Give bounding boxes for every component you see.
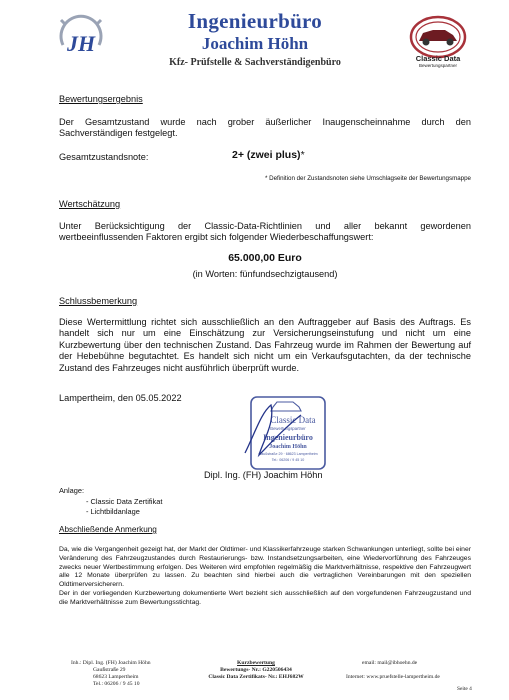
signatory-name: Dipl. Ing. (FH) Joachim Höhn [204,470,323,480]
place-and-date: Lampertheim, den 05.05.2022 [59,393,182,403]
footer-email[interactable]: email: mail@ibhoehn.de [362,660,418,666]
section-heading-schlussbemerkung: Schlussbemerkung [59,296,138,306]
footer-report-number: Bewertungs- Nr.: G220506434 [220,667,292,673]
section-text-anmerkung-1: Da, wie die Vergangenheit gezeigt hat, der Markt der Oldtimer- und Klassikerfahrzeuge starken Schwankungen unterliegt, sollte bei einer Veränderung des Fahrzeugzustandes durch Restaurierungs- bzw. Instandsetzungsarbeiten, eine Wiedervorführung des Fahrzeuges zwecks neuer Wertbestimmung erfolgen. Des Weiteren wird empfohlen regelmäßig die Marktverhältnisse, respektive den Fahrzeugwert alle 12 Monate überprüfen zu lassen. Zu beachten sind hierbei auch die vertraglichen Vereinbarungen mit den speziellen Oldtimerversicherern. [59,546,471,589]
grade-footnote: * Definition der Zustandsnoten siehe Umschlagseite der Bewertungsmappe [264,175,471,182]
company-subtitle: Kfz- Prüfstelle & Sachverständigenbüro [169,57,341,68]
svg-text:Gaußstraße 29 · 68623 Lamperth: Gaußstraße 29 · 68623 Lampertheim [258,452,318,456]
grade-label: Gesamtzustandsnote: [59,152,149,162]
svg-text:Classic Data: Classic Data [270,415,316,425]
footer-website[interactable]: Internet: www.pruefstelle-lampertheim.de [346,674,440,680]
classic-data-tagline: Bewertungspartner [418,63,458,68]
attachment-item: - Classic Data Zertifikat [86,497,163,506]
section-text-wertschaetzung: Unter Berücksichtigung der Classic-Data-Richtlinien und aller bekannt gewordenen wertbeeinflussenden Faktoren ergibt sich folgender Wiederbeschaffungswert: [59,221,471,243]
footer-phone: Tel.: 06206 / 9 45 10 [93,681,140,687]
footer-city: 68623 Lampertheim [93,674,139,680]
company-name-line1: Ingenieurbüro [187,9,323,33]
replacement-value: 65.000,00 Euro [228,252,302,264]
footer-certificate-number: Classic Data Zertifikats- Nr.: EHJ682W [208,674,304,680]
grade-value-wrap [232,149,372,162]
company-stamp [243,393,329,471]
classic-data-name: Classic Data [415,54,461,63]
svg-text:Bewertungspartner: Bewertungspartner [270,426,306,431]
attachments-label: Anlage: [59,486,85,495]
jh-logo [55,11,107,63]
grade-footnote-mark: * [300,149,305,161]
section-heading-bewertungsergebnis: Bewertungsergebnis [59,94,143,104]
section-text-bewertungsergebnis: Der Gesamtzustand wurde nach grober äußerlicher Inaugenscheinnahme durch den Sachverständigen festgelegt. [59,117,471,139]
svg-text:Tel.: 06206 / 9 45 10: Tel.: 06206 / 9 45 10 [271,458,305,462]
footer-report-type: Kurzbewertung [237,660,275,666]
section-text-anmerkung-2: Der in der vorliegenden Kurzbewertung dokumentierte Wert bezieht sich ausschließlich auf den vorgefundenen Fahrzeugzustand und die Marktverhältnisse zum Bewertungsstichtag. [59,590,471,606]
footer-contact [346,660,476,681]
footer-street: Gaußstraße 29 [93,667,126,673]
svg-text:JH: JH [66,31,96,56]
classic-data-logo-text [395,54,481,69]
page-number: Seite 4 [457,686,472,692]
footer-report-info [186,660,326,681]
section-heading-abschliessende-anmerkung: Abschließende Anmerkung [59,525,157,534]
attachment-item: - Lichtbildanlage [86,507,140,516]
footer-address [71,660,156,688]
section-text-schlussbemerkung: Diese Wertermittlung richtet sich ausschließlich an den Auftraggeber auf Basis des Auftrags. Es handelt sich nur um eine Einschätzung zur Versicherungseinstufung und nicht um eine Kurzbewertung über den technischen Zustand. Das Fahrzeug wurde im Rahmen der Bewertung auf der Hebebühne begutachtet. Es handelt sich nicht um ein Verkaufsgutachten, da der technische Zustand des Fahrzeuges nicht ausführlich überprüft wurde. [59,317,471,373]
section-heading-wertschaetzung: Wertschätzung [59,199,121,209]
svg-text:Joachim Höhn: Joachim Höhn [269,444,307,450]
company-title [130,10,380,54]
grade-value: 2+ (zwei plus) [232,149,301,161]
svg-text:Ingenieurbüro: Ingenieurbüro [263,433,313,442]
company-name-line2: Joachim Höhn [201,34,309,53]
replacement-value-words: (in Worten: fünfundsechzigtausend) [192,269,338,279]
footer-owner: Inh.: Dipl. Ing. (FH) Joachim Höhn [71,660,151,666]
page-footer [0,658,509,700]
